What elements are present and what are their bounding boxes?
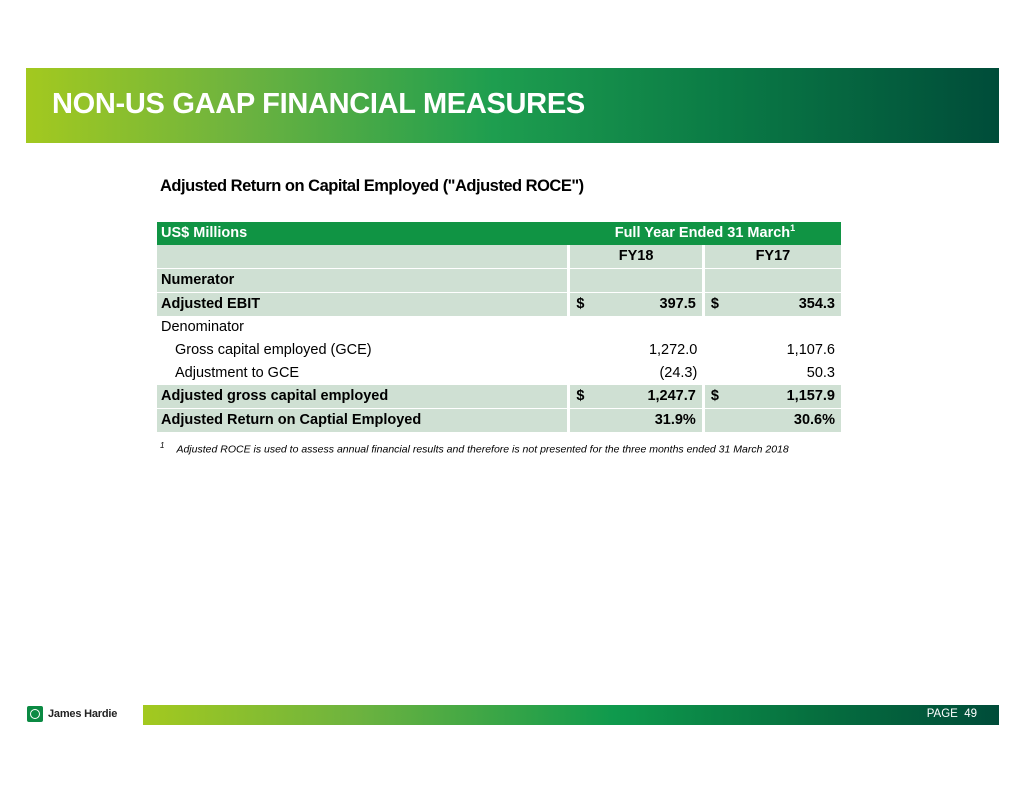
table-header-row bbox=[157, 222, 841, 245]
cell-fy18: 31.9% bbox=[569, 409, 703, 433]
cell-fy18 bbox=[569, 293, 703, 317]
table-row-adjusted-roce bbox=[157, 409, 841, 433]
footnote bbox=[160, 438, 820, 458]
cell-fy18: (24.3) bbox=[659, 365, 698, 381]
value: 354.3 bbox=[798, 296, 835, 312]
table-row-gce-adjustment bbox=[157, 362, 841, 385]
title-banner bbox=[26, 68, 999, 143]
page-number-value: 49 bbox=[964, 708, 977, 720]
numerator-label: Numerator bbox=[157, 269, 569, 293]
roce-table bbox=[157, 222, 841, 432]
table-row-numerator bbox=[157, 269, 841, 293]
table-row-denominator bbox=[157, 316, 841, 339]
currency-symbol: $ bbox=[710, 388, 719, 404]
cell-fy17: 30.6% bbox=[703, 409, 841, 433]
denominator-label: Denominator bbox=[161, 319, 245, 335]
column-header-fy17: FY17 bbox=[703, 245, 841, 269]
period-label: Full Year Ended 31 March bbox=[614, 225, 791, 241]
table-row-gce bbox=[157, 339, 841, 362]
period-header bbox=[569, 222, 841, 245]
period-footnote-ref: 1 bbox=[790, 223, 796, 234]
cell-fy17 bbox=[703, 293, 841, 317]
value: 1,157.9 bbox=[786, 388, 835, 404]
section-subtitle: Adjusted Return on Capital Employed ("Adjusted ROCE") bbox=[160, 177, 584, 195]
table-row-adjusted-ebit bbox=[157, 293, 841, 317]
page-label: PAGE bbox=[926, 708, 958, 720]
footer-bar bbox=[143, 705, 999, 725]
cell-fy17: 50.3 bbox=[806, 365, 835, 381]
row-label: Adjusted gross capital employed bbox=[157, 385, 569, 409]
cell-fy18: 1,272.0 bbox=[648, 342, 698, 358]
row-label: Adjusted EBIT bbox=[157, 293, 569, 317]
currency-symbol: $ bbox=[710, 296, 719, 312]
value: 1,247.7 bbox=[647, 388, 696, 404]
row-label: Adjustment to GCE bbox=[175, 365, 300, 381]
currency-symbol: $ bbox=[576, 296, 585, 312]
column-header-spacer bbox=[157, 245, 569, 269]
row-label: Adjusted Return on Captial Employed bbox=[157, 409, 569, 433]
logo-text: James Hardie bbox=[48, 708, 118, 720]
column-header-fy18: FY18 bbox=[569, 245, 703, 269]
cell-fy18 bbox=[569, 385, 703, 409]
value: 397.5 bbox=[659, 296, 696, 312]
cell-fy17 bbox=[703, 385, 841, 409]
currency-symbol: $ bbox=[576, 388, 585, 404]
page-number bbox=[927, 708, 977, 720]
row-label: Gross capital employed (GCE) bbox=[175, 342, 372, 358]
page-title: NON-US GAAP FINANCIAL MEASURES bbox=[52, 88, 585, 120]
units-label: US$ Millions bbox=[157, 222, 569, 245]
footnote-marker: 1 bbox=[160, 441, 165, 450]
footnote-text: Adjusted ROCE is used to assess annual financial results and therefore is not presented for the three months ended 31 March 2018 bbox=[176, 443, 789, 456]
table-row-adjusted-gce bbox=[157, 385, 841, 409]
james-hardie-logo-icon bbox=[27, 706, 43, 722]
company-logo bbox=[27, 706, 117, 722]
column-header-row bbox=[157, 245, 841, 269]
cell-fy17: 1,107.6 bbox=[786, 342, 835, 358]
